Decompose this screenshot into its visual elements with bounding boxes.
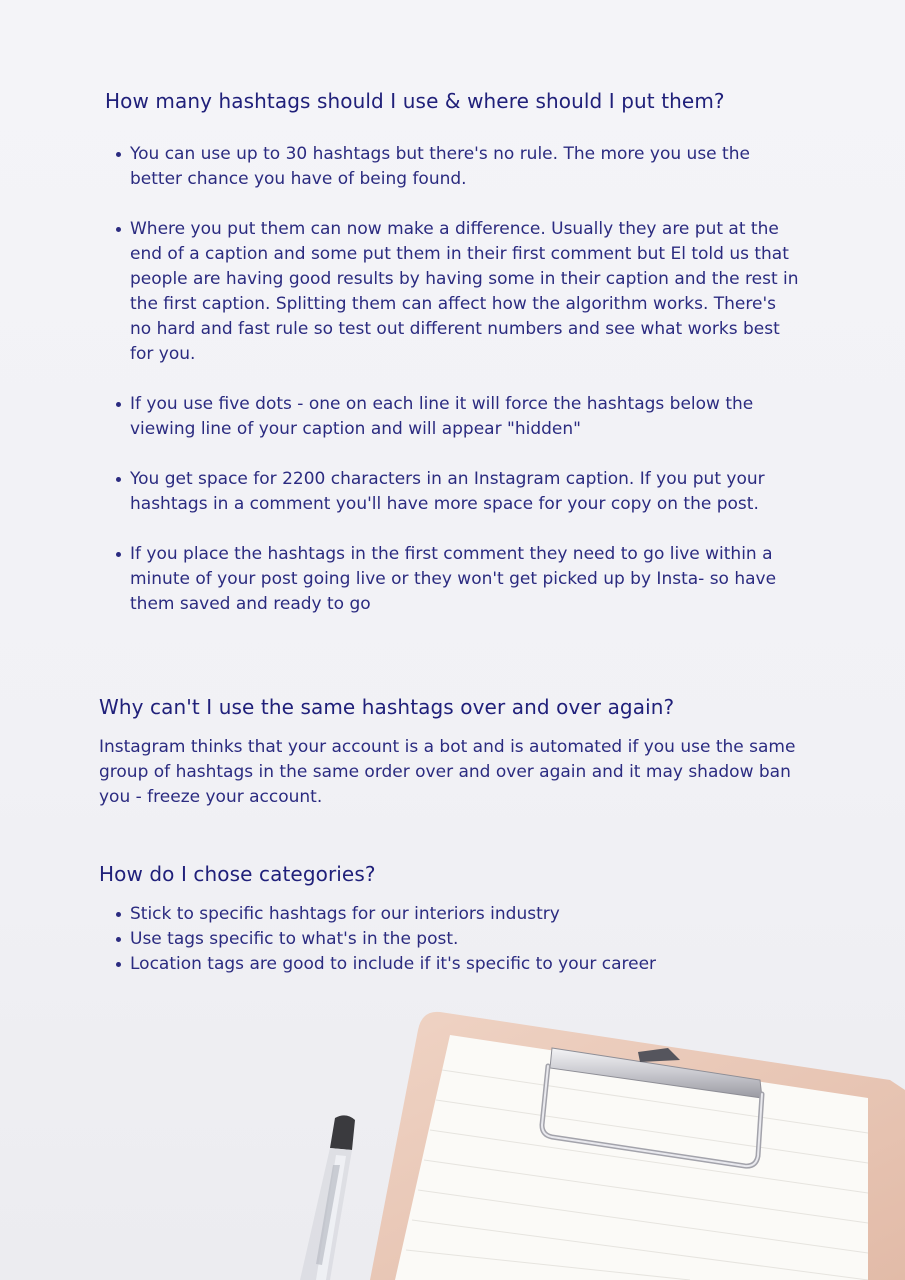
list-item: If you place the hashtags in the first comment they need to go live within a minute of your post going live or they won't get picked up by Insta- so have them saved and ready to go	[130, 542, 800, 617]
list-item: Where you put them can now make a difference. Usually they are put at the end of a caption and some put them in their first comment but El told us that people are having good results by having some in their caption and the rest in the first caption. Splitting them can affect how the algorithm works. There's no hard and fast rule so test out different numbers and see what works best for you.	[130, 217, 800, 367]
section-heading-categories: How do I chose categories?	[99, 862, 376, 886]
list-item: You get space for 2200 characters in an Instagram caption. If you put your hashtags in a comment you'll have more space for your copy on the post.	[130, 467, 800, 517]
clipboard-icon	[370, 1012, 905, 1280]
hashtag-tips-list	[130, 142, 800, 642]
section-heading-hashtag-count: How many hashtags should I use & where should I put them?	[105, 89, 725, 113]
list-item: Stick to specific hashtags for our interiors industry	[130, 902, 800, 927]
pen-icon	[300, 1115, 355, 1280]
list-item: Use tags specific to what's in the post.	[130, 927, 800, 952]
list-item: If you use five dots - one on each line it will force the hashtags below the viewing line of your caption and will appear "hidden"	[130, 392, 800, 442]
list-item: You can use up to 30 hashtags but there's no rule. The more you use the better chance you have of being found.	[130, 142, 800, 192]
repeat-hashtags-paragraph: Instagram thinks that your account is a bot and is automated if you use the same group of hashtags in the same order over and over again and it may shadow ban you - freeze your account.	[99, 737, 796, 807]
clipboard-and-pen-illustration	[0, 990, 905, 1280]
list-item: Location tags are good to include if it's specific to your career	[130, 952, 800, 977]
categories-list	[130, 902, 800, 977]
section-heading-repeat-hashtags: Why can't I use the same hashtags over and over again?	[99, 695, 675, 719]
